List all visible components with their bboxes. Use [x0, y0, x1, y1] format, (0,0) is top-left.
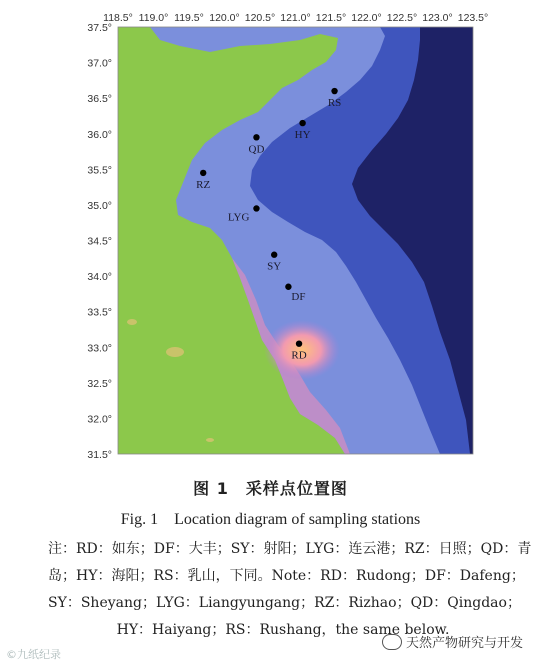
lat-tick-label: 33.0°: [87, 342, 112, 355]
lon-tick-label: 122.0°: [351, 12, 382, 24]
watermark-right: [382, 632, 523, 651]
lat-tick-label: 36.5°: [87, 93, 112, 106]
figure-caption-en: Fig. 1 Location diagram of sampling stations: [120, 511, 421, 528]
watermark-left: ©九纸纪录: [6, 648, 61, 661]
lat-tick-label: 37.5°: [87, 22, 112, 34]
lon-tick-label: 120.5°: [244, 12, 276, 24]
lat-tick-label: 33.5°: [87, 306, 112, 319]
lat-tick-label: 36.0°: [87, 128, 112, 141]
note-line-2: 岛；HY：海阳；RS：乳山，下同。Note：RD：Rudong；DF：Dafeng；: [48, 568, 525, 584]
lon-tick-label: 121.5°: [315, 12, 347, 24]
lon-tick-label: 122.5°: [386, 12, 418, 24]
note-line-1: 注：RD：如东；DF：大丰；SY：射阳；LYG：连云港；RZ：日照；QD：青: [48, 541, 532, 557]
island: [166, 347, 184, 357]
station-label-df: DF: [291, 290, 306, 303]
note-line-3: SY：Sheyang；LYG：Liangyungang；RZ：Rizhao；QD：Qingdao；: [48, 595, 521, 611]
lon-tick-label: 119.5°: [174, 12, 204, 24]
wechat-icon: [382, 634, 402, 650]
station-marker-rz: [200, 170, 206, 176]
lat-tick-label: 37.0°: [87, 57, 112, 70]
lon-tick-label: 123.5°: [457, 12, 489, 24]
lat-tick-label: 35.5°: [87, 164, 112, 177]
station-marker-qd: [253, 134, 259, 140]
latitude-axis: [87, 22, 112, 460]
island: [127, 319, 137, 325]
station-label-qd: QD: [248, 143, 265, 156]
station-label-rz: RZ: [196, 178, 211, 191]
station-marker-df: [285, 284, 291, 290]
lat-tick-label: 32.0°: [87, 413, 112, 426]
station-label-lyg: LYG: [227, 211, 250, 224]
station-label-rd: RD: [291, 349, 307, 362]
figure-caption-cn: 图 1 采样点位置图: [193, 479, 348, 498]
lon-tick-label: 118.5°: [103, 12, 133, 24]
station-marker-hy: [299, 120, 305, 126]
longitude-axis: [103, 12, 488, 24]
station-marker-sy: [271, 252, 277, 258]
island: [206, 438, 214, 442]
figure-note: [48, 536, 532, 644]
watermark-right-text: 天然产物研究与开发: [406, 636, 524, 651]
station-marker-rd: [296, 340, 302, 346]
station-label-sy: SY: [267, 260, 282, 273]
lon-tick-label: 120.0°: [209, 12, 240, 24]
lat-tick-label: 34.5°: [87, 235, 112, 248]
lat-tick-label: 31.5°: [87, 449, 112, 460]
station-marker-rs: [331, 88, 337, 94]
lat-tick-label: 32.5°: [87, 377, 112, 390]
station-label-hy: HY: [294, 129, 311, 142]
lat-tick-label: 34.0°: [87, 271, 112, 284]
station-marker-lyg: [253, 205, 259, 211]
station-label-rs: RS: [327, 97, 342, 110]
lon-tick-label: 121.0°: [280, 12, 311, 24]
lat-tick-label: 35.0°: [87, 199, 112, 212]
lon-tick-label: 123.0°: [422, 12, 453, 24]
lon-tick-label: 119.0°: [138, 12, 169, 24]
note-line-4: HY：Haiyang；RS：Rushang，the same below.: [116, 622, 450, 638]
